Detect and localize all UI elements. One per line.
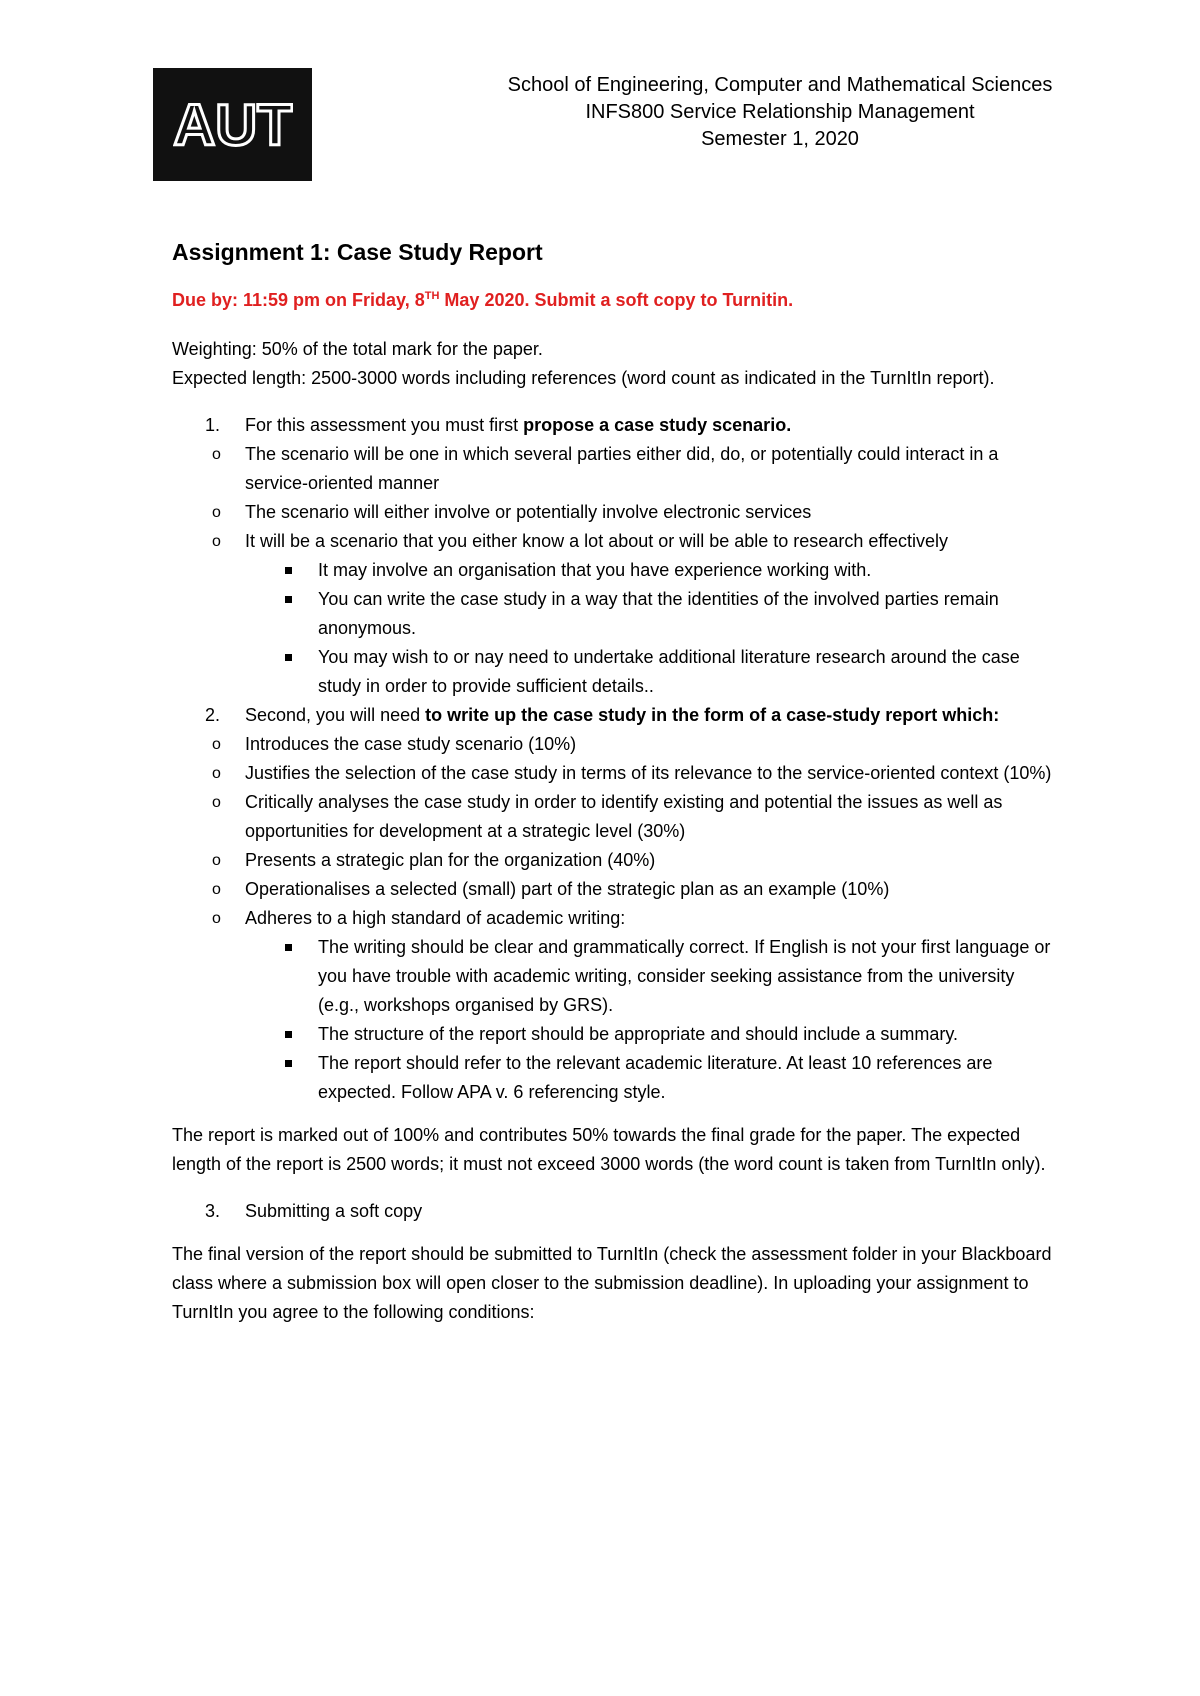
item-text-bold: to write up the case study in the form of a case-study report which: bbox=[425, 705, 1000, 725]
instructions-list bbox=[172, 411, 1052, 1107]
bullet-text: Critically analyses the case study in order to identify existing and potential the issues as well as opportunities for development at a strategic level (30%) bbox=[245, 792, 1003, 841]
sub-bullet-list bbox=[245, 933, 1052, 1107]
semester: Semester 1, 2020 bbox=[701, 128, 859, 150]
list-item bbox=[318, 933, 1052, 1020]
square-bullet-icon bbox=[285, 944, 292, 951]
bullet-text: The scenario will either involve or potentially involve electronic services bbox=[245, 502, 812, 522]
list-item bbox=[212, 440, 1052, 498]
list-item bbox=[212, 759, 1052, 788]
instructions-list-continued bbox=[172, 1197, 1052, 1226]
circle-bullet-icon: o bbox=[212, 736, 221, 753]
school-name: School of Engineering, Computer and Mathematical Sciences bbox=[507, 74, 1053, 96]
sub-bullet-list bbox=[245, 556, 1052, 701]
list-item bbox=[212, 527, 1052, 701]
item-text-bold: propose a case study scenario. bbox=[523, 415, 792, 435]
item-number: 1. bbox=[205, 415, 221, 435]
list-item bbox=[212, 730, 1052, 759]
bullet-text: The report should refer to the relevant academic literature. At least 10 references are expected. Follow APA v. 6 referencing style. bbox=[318, 1053, 993, 1102]
bullet-text: Presents a strategic plan for the organization (40%) bbox=[245, 850, 656, 870]
bullet-text: Justifies the selection of the case study in terms of its relevance to the service-oriented context (10%) bbox=[245, 763, 1052, 783]
circle-bullet-icon: o bbox=[212, 765, 221, 782]
circle-bullet-icon: o bbox=[212, 794, 221, 811]
weighting: Weighting: 50% of the total mark for the paper. bbox=[172, 339, 543, 359]
circle-bullet-icon: o bbox=[212, 533, 221, 550]
instruction-item-2 bbox=[172, 701, 1052, 1107]
marking-paragraph: The report is marked out of 100% and contributes 50% towards the final grade for the paper. The expected length of the report is 2500 words; it must not exceed 3000 words (the word count is taken from TurnItIn only). bbox=[172, 1125, 1046, 1174]
square-bullet-icon bbox=[285, 1060, 292, 1067]
list-item bbox=[318, 643, 1052, 701]
list-item bbox=[212, 875, 1052, 904]
list-item bbox=[212, 846, 1052, 875]
circle-bullet-icon: o bbox=[212, 504, 221, 521]
aut-logo-text: AUT bbox=[172, 94, 293, 155]
list-item bbox=[212, 904, 1052, 1107]
list-item bbox=[212, 788, 1052, 846]
document-body bbox=[172, 236, 1052, 1327]
bullet-text: The structure of the report should be appropriate and should include a summary. bbox=[318, 1024, 959, 1044]
list-item bbox=[318, 1020, 1052, 1049]
list-item bbox=[318, 1049, 1052, 1107]
page-title: Assignment 1: Case Study Report bbox=[172, 239, 543, 265]
item-number: 3. bbox=[205, 1201, 221, 1221]
instruction-item-1 bbox=[172, 411, 1052, 701]
document-header bbox=[420, 72, 1140, 153]
bullet-text: Adheres to a high standard of academic writing: bbox=[245, 908, 626, 928]
list-item bbox=[318, 585, 1052, 643]
square-bullet-icon bbox=[285, 567, 292, 574]
due-suffix: May 2020. Submit a soft copy to Turnitin. bbox=[439, 290, 794, 310]
bullet-text: The scenario will be one in which several parties either did, do, or potentially could interact in a service-oriented manner bbox=[245, 444, 999, 493]
bullet-text: You may wish to or nay need to undertake additional literature research around the case study in order to provide sufficient details.. bbox=[318, 647, 1020, 696]
circle-bullet-icon: o bbox=[212, 881, 221, 898]
final-paragraph: The final version of the report should be submitted to TurnItIn (check the assessment folder in your Blackboard class where a submission box will open closer to the submission deadline). In uploading your assignment to TurnItIn you agree to the following conditions: bbox=[172, 1244, 1052, 1322]
item-text: For this assessment you must first bbox=[245, 415, 524, 435]
circle-bullet-icon: o bbox=[212, 446, 221, 463]
square-bullet-icon bbox=[285, 654, 292, 661]
aut-logo bbox=[153, 68, 312, 181]
aut-logo-mark bbox=[173, 95, 293, 155]
bullet-text: You can write the case study in a way that the identities of the involved parties remain anonymous. bbox=[318, 589, 999, 638]
bullet-text: It will be a scenario that you either know a lot about or will be able to research effectively bbox=[245, 531, 949, 551]
circle-bullet-icon: o bbox=[212, 852, 221, 869]
item-number: 2. bbox=[205, 705, 221, 725]
bullet-list bbox=[212, 440, 1052, 701]
due-date bbox=[172, 286, 1052, 315]
bullet-text: It may involve an organisation that you have experience working with. bbox=[318, 560, 872, 580]
bullet-text: Operationalises a selected (small) part of the strategic plan as an example (10%) bbox=[245, 879, 890, 899]
list-item bbox=[212, 498, 1052, 527]
list-item bbox=[318, 556, 1052, 585]
item-text: Second, you will need bbox=[245, 705, 426, 725]
item-text: Submitting a soft copy bbox=[245, 1201, 423, 1221]
square-bullet-icon bbox=[285, 596, 292, 603]
bullet-text: The writing should be clear and grammatically correct. If English is not your first language or you have trouble with academic writing, consider seeking assistance from the university (e.g., workshops organised by GRS). bbox=[318, 937, 1051, 1015]
due-prefix: Due by: 11:59 pm on Friday, 8 bbox=[172, 290, 425, 310]
bullet-list bbox=[212, 730, 1052, 1107]
expected-length: Expected length: 2500-3000 words including references (word count as indicated in the TurnItIn report). bbox=[172, 368, 995, 388]
square-bullet-icon bbox=[285, 1031, 292, 1038]
bullet-text: Introduces the case study scenario (10%) bbox=[245, 734, 577, 754]
course-name: INFS800 Service Relationship Management bbox=[585, 101, 975, 123]
due-sup: TH bbox=[424, 290, 440, 302]
circle-bullet-icon: o bbox=[212, 910, 221, 927]
instruction-item-3 bbox=[172, 1197, 1052, 1226]
